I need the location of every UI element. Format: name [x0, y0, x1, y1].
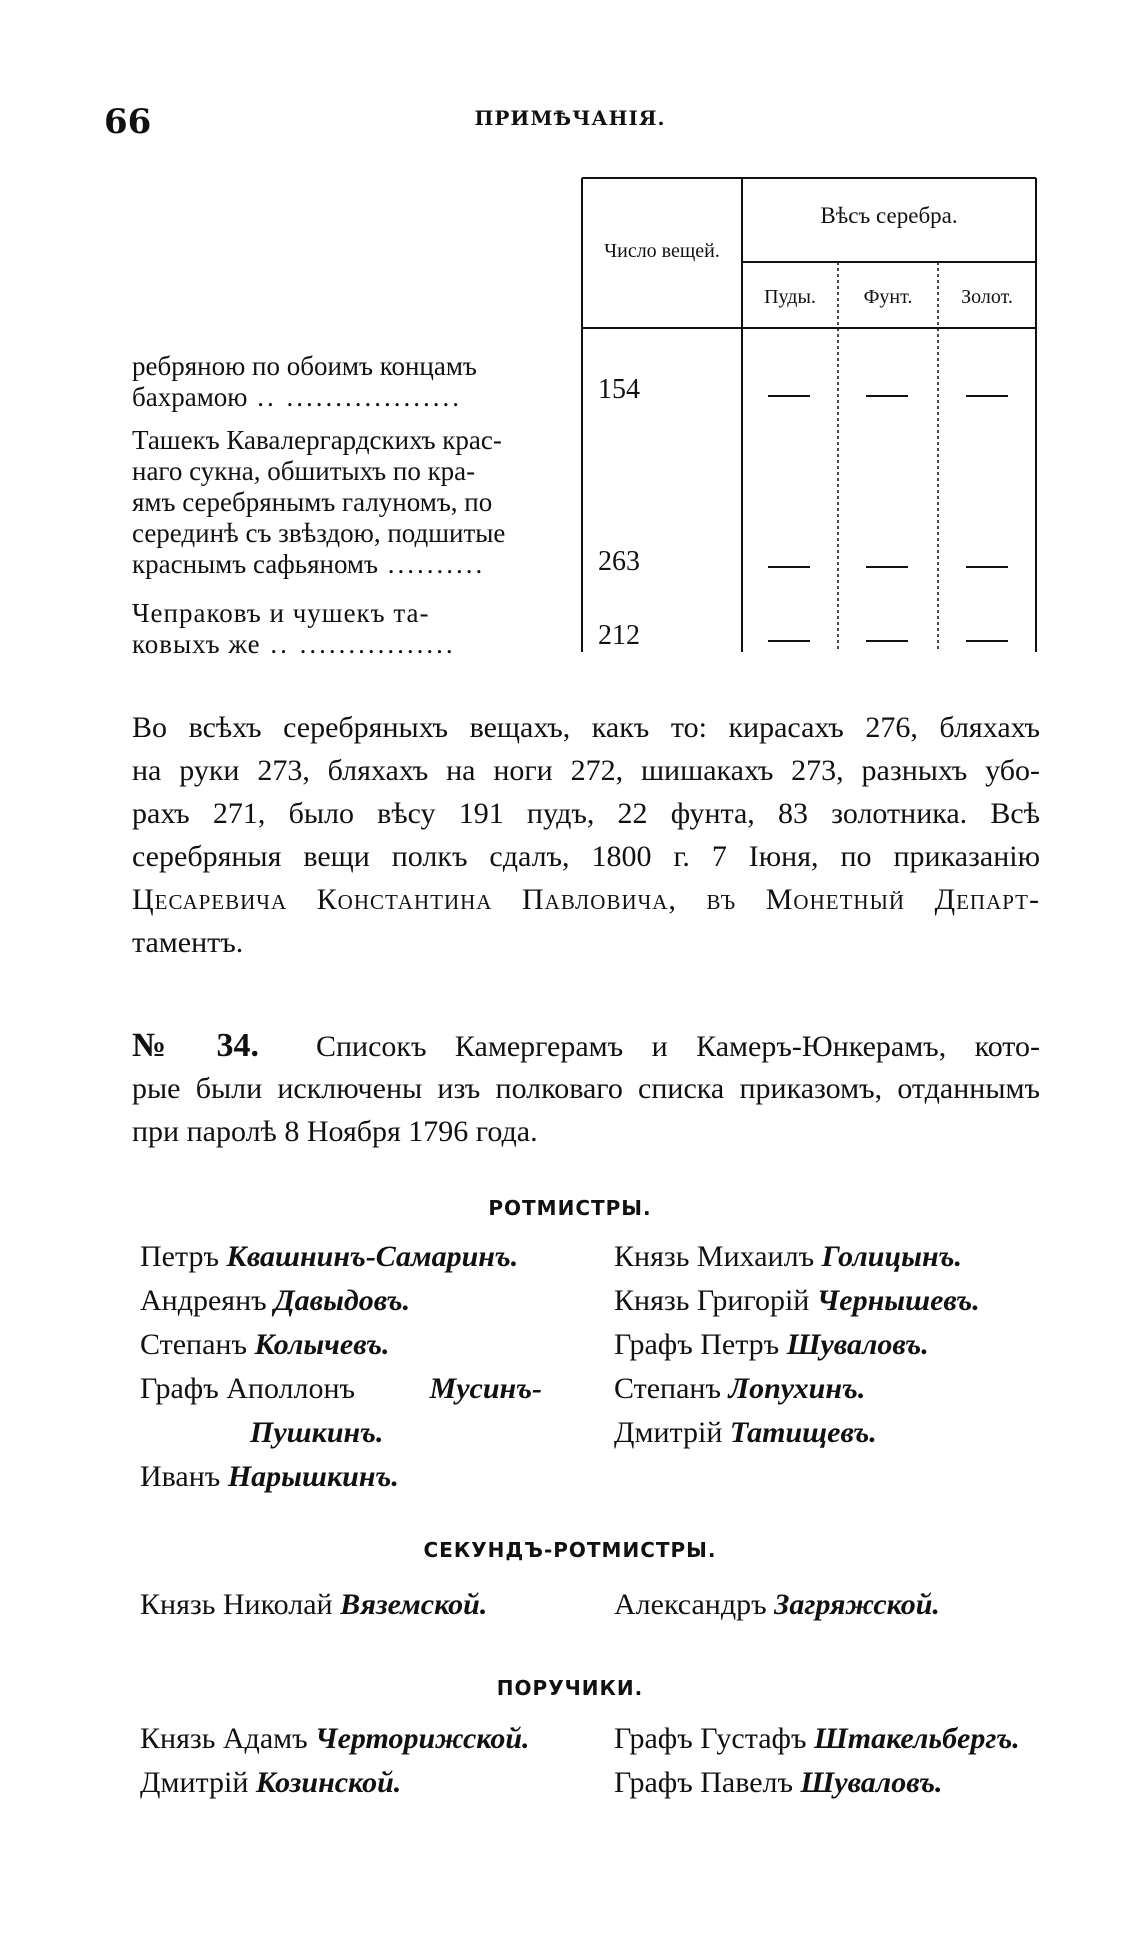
table-cell-empty — [768, 395, 810, 397]
page-number: 66 — [104, 102, 152, 142]
table-cell-empty — [966, 395, 1008, 397]
list-item: Графъ Петръ Шуваловъ. — [614, 1328, 929, 1361]
document-number: № 34. — [132, 1027, 260, 1064]
section-title-poruchiki: ПОРУЧИКИ. — [496, 1676, 644, 1700]
list-item: Александръ Загряжской. — [614, 1588, 940, 1621]
table-row-description: ребряною по обоимъ концамъ бахрамою .. .................. — [132, 351, 477, 412]
list-item: Графъ Густафъ Штакельбергъ. — [614, 1722, 1020, 1755]
list-item: Иванъ Нарышкинъ. — [140, 1460, 399, 1493]
list-item: Графъ Аполлонъ Мусинъ- — [140, 1372, 542, 1405]
table-cell-count: 154 — [598, 374, 640, 405]
section-title-rotmistry: РОТМИСТРЫ. — [488, 1196, 652, 1220]
list-item: Князь Николай Вяземской. — [140, 1588, 488, 1621]
column-header-puds: Пуды. — [764, 286, 816, 308]
section-title-sekund-rotmistry: СЕКУНДЪ-РОТМИСТРЫ. — [423, 1538, 717, 1562]
table-row-description: Ташекъ Кавалергардскихъ крас- наго сукна, обшитыхъ по кра- ямъ серебрянымъ галуномъ, по серединѣ съ звѣздою, подшитые краснымъ сафьяномъ .......... — [132, 425, 506, 579]
table-cell-count: 212 — [598, 620, 640, 651]
column-header-funt: Фунт. — [863, 286, 913, 308]
table-cell-empty — [768, 640, 810, 642]
table-cell-empty — [866, 395, 908, 397]
list-item: Петръ Квашнинъ-Самаринъ. — [140, 1240, 519, 1273]
list-item: Степанъ Лопухинъ. — [614, 1372, 866, 1405]
list-item: Дмитрій Татищевъ. — [614, 1416, 877, 1449]
table-row-description: Чепраковъ и чушекъ та- ковыхъ же .. ................ — [132, 598, 456, 659]
column-header-weight: Вѣсъ серебра. — [820, 203, 958, 228]
document-heading: № 34. Списокъ Камергерамъ и Камеръ-Юнкерамъ, кото- рые были исключены изъ полковаго списка приказомъ, отданнымъ при паролѣ 8 Ноября 1796 года. — [132, 1027, 1040, 1148]
list-item: Князь Михаилъ Голицынъ. — [614, 1240, 962, 1273]
table-rules — [0, 0, 1140, 700]
list-item: Пушкинъ. — [250, 1416, 384, 1449]
table-cell-count: 263 — [598, 546, 640, 577]
column-header-zolot: Золот. — [961, 286, 1013, 308]
column-header-count: Число вещей. — [604, 240, 720, 262]
list-item: Дмитрій Козинской. — [140, 1766, 402, 1799]
list-item: Князь Григорій Чернышевъ. — [614, 1284, 980, 1317]
list-item: Степанъ Колычевъ. — [140, 1328, 390, 1361]
list-item: Князь Адамъ Черторижской. — [140, 1722, 530, 1755]
list-item: Андреянъ Давыдовъ. — [140, 1284, 411, 1317]
table-cell-empty — [866, 566, 908, 568]
table-cell-empty — [966, 640, 1008, 642]
list-item: Графъ Павелъ Шуваловъ. — [614, 1766, 943, 1799]
running-title: ПРИМѢЧАНІЯ. — [474, 106, 666, 130]
body-paragraph: Во всѣхъ серебряныхъ вещахъ, какъ то: кирасахъ 276, бляхахъ на руки 273, бляхахъ на ноги 272, шишакахъ 273, разныхъ убо- рахъ 271, было вѣсу 191 пудъ, 22 фунта, 83 золотника. Всѣ серебряныя вещи полкъ сдалъ, 1800 г. 7 Іюня, по приказанію Цесаревича Константина Павловича, въ Монетный Департ- таментъ. — [132, 711, 1040, 959]
table-cell-empty — [966, 566, 1008, 568]
table-cell-empty — [768, 566, 810, 568]
table-cell-empty — [866, 640, 908, 642]
